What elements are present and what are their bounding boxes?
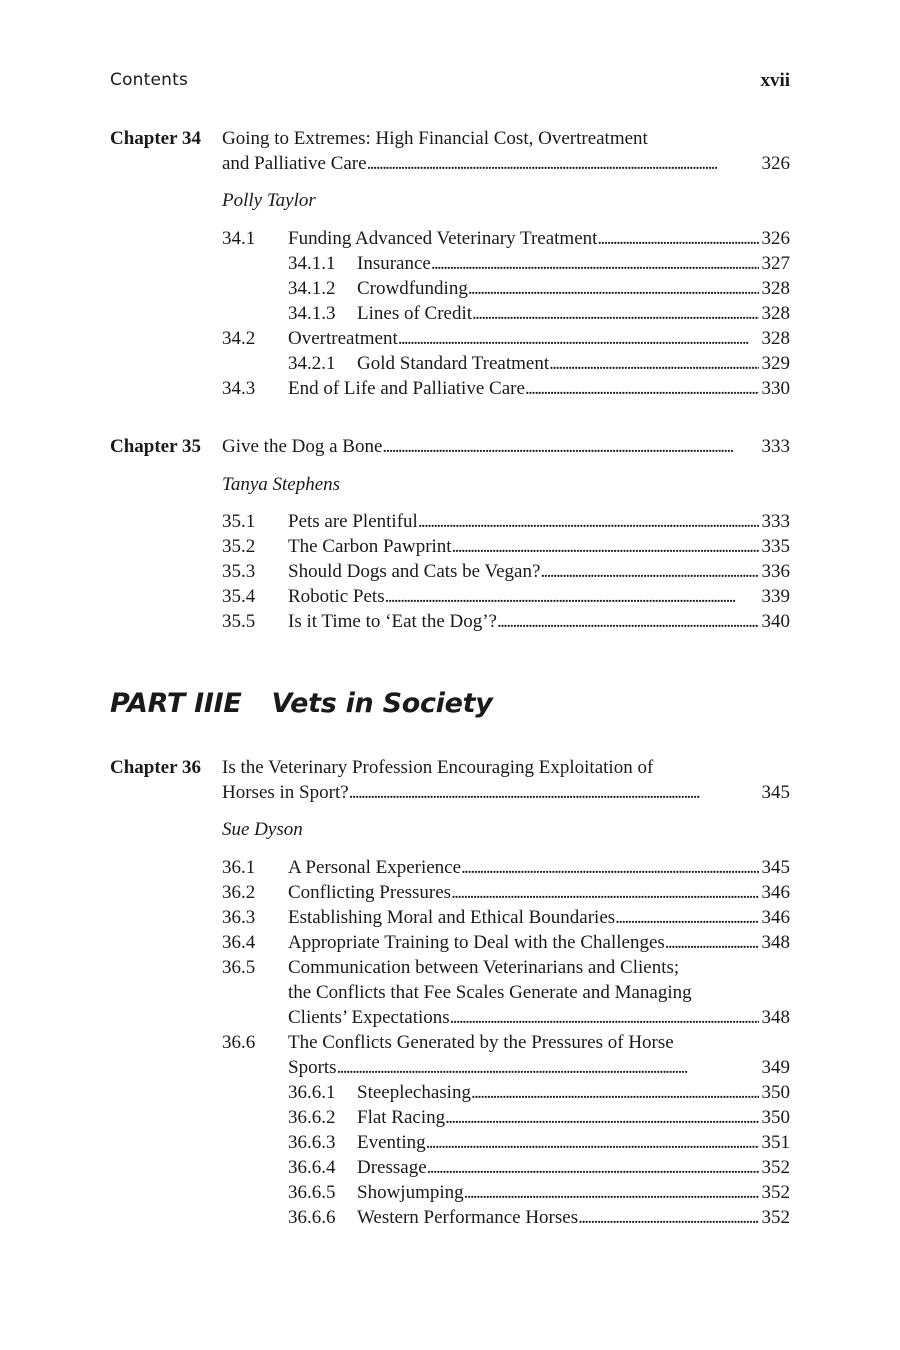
section-title: Gold Standard Treatment [357, 353, 550, 374]
section-title: Appropriate Training to Deal with the Challenges [288, 932, 665, 953]
page-number: 351 [761, 1132, 790, 1153]
dot-leader [385, 584, 759, 609]
toc-entry[interactable] [357, 1080, 790, 1105]
section-title: Should Dogs and Cats be Vegan? [288, 561, 541, 582]
section-number: 36.2 [222, 882, 256, 903]
section-title: Eventing [357, 1132, 426, 1153]
section-title: Sports [288, 1057, 337, 1078]
page-number: 346 [761, 907, 790, 928]
dot-leader [426, 1130, 759, 1155]
page-number: 333 [761, 436, 790, 457]
chapter-author: Tanya Stephens [222, 474, 341, 495]
dot-leader [540, 559, 758, 584]
section-number: 34.2.1 [288, 353, 336, 374]
dot-leader [349, 780, 759, 805]
section-number: 36.5 [222, 957, 256, 978]
dot-leader [445, 1105, 758, 1130]
section-number: 36.6 [222, 1032, 256, 1053]
dot-leader [597, 226, 758, 251]
section-title: Overtreatment [288, 328, 398, 349]
section-title: Showjumping [357, 1182, 464, 1203]
dot-leader [615, 905, 758, 930]
dot-leader [497, 609, 759, 634]
section-number: 35.2 [222, 536, 256, 557]
chapter-title-line: Going to Extremes: High Financial Cost, Overtreatment [222, 128, 648, 149]
chapter-title-line: Is the Veterinary Profession Encouraging Exploitation of [222, 757, 654, 778]
page-number: 328 [761, 278, 790, 299]
page-number: 340 [761, 611, 790, 632]
dot-leader [464, 1180, 759, 1205]
toc-entry[interactable] [288, 880, 790, 905]
section-title: Western Performance Horses [357, 1207, 579, 1228]
dot-leader [525, 376, 759, 401]
page-number: 350 [761, 1107, 790, 1128]
chapter-label: Chapter 35 [110, 436, 201, 457]
section-number: 34.3 [222, 378, 256, 399]
section-number: 34.1 [222, 228, 256, 249]
section-number: 36.4 [222, 932, 256, 953]
chapter-author: Polly Taylor [222, 190, 316, 211]
part-label: PART IIIE [110, 688, 242, 719]
section-title: Lines of Credit [357, 303, 473, 324]
toc-entry[interactable] [288, 1005, 790, 1030]
chapter-title-line: Give the Dog a Bone [222, 436, 383, 457]
dot-leader [665, 930, 759, 955]
page-number: 327 [761, 253, 790, 274]
toc-entry[interactable] [288, 226, 790, 251]
toc-entry[interactable] [288, 534, 790, 559]
toc-entry[interactable] [288, 559, 790, 584]
dot-leader [450, 1005, 759, 1030]
page-number: 346 [761, 882, 790, 903]
section-title: Dressage [357, 1157, 427, 1178]
section-title: A Personal Experience [288, 857, 462, 878]
section-title: Conflicting Pressures [288, 882, 452, 903]
toc-entry[interactable] [357, 251, 790, 276]
page-number: 333 [761, 511, 790, 532]
section-title-line: the Conflicts that Fee Scales Generate and Managing [288, 982, 692, 1003]
section-number: 34.1.1 [288, 253, 336, 274]
dot-leader [418, 509, 759, 534]
toc-entry[interactable] [357, 1180, 790, 1205]
page-number: 339 [761, 586, 790, 607]
chapter-label: Chapter 36 [110, 757, 201, 778]
chapter-title-entry[interactable] [222, 434, 790, 459]
section-title: Robotic Pets [288, 586, 385, 607]
section-number: 36.6.3 [288, 1132, 336, 1153]
chapter-label: Chapter 34 [110, 128, 201, 149]
toc-entry[interactable] [357, 276, 790, 301]
page-number: 352 [761, 1207, 790, 1228]
toc-entry[interactable] [357, 351, 790, 376]
toc-entry[interactable] [357, 301, 790, 326]
section-number: 36.6.1 [288, 1082, 336, 1103]
page-number: 326 [761, 153, 790, 174]
section-number: 35.5 [222, 611, 256, 632]
page-number: 345 [761, 782, 790, 803]
page-number: 336 [761, 561, 790, 582]
section-title: Funding Advanced Veterinary Treatment [288, 228, 598, 249]
page-number: 330 [761, 378, 790, 399]
section-number: 36.1 [222, 857, 256, 878]
section-title: End of Life and Palliative Care [288, 378, 525, 399]
toc-entry[interactable] [288, 326, 790, 351]
page-number: 345 [761, 857, 790, 878]
section-number: 36.6.4 [288, 1157, 336, 1178]
section-title: Flat Racing [357, 1107, 446, 1128]
section-number: 36.3 [222, 907, 256, 928]
dot-leader [472, 301, 758, 326]
section-title: Crowdfunding [357, 278, 468, 299]
dot-leader [471, 1080, 759, 1105]
dot-leader [468, 276, 759, 301]
section-number: 35.1 [222, 511, 256, 532]
section-title: Steeplechasing [357, 1082, 471, 1103]
page-number: 352 [761, 1157, 790, 1178]
chapter-title-line: and Palliative Care [222, 153, 367, 174]
section-number: 36.6.6 [288, 1207, 336, 1228]
chapter-title-entry[interactable] [222, 151, 790, 176]
section-number: 34.1.3 [288, 303, 336, 324]
section-number: 36.6.2 [288, 1107, 336, 1128]
part-title: Vets in Society [271, 688, 493, 719]
page-number: 328 [761, 328, 790, 349]
toc-entry[interactable] [288, 509, 790, 534]
section-title: Clients’ Expectations [288, 1007, 450, 1028]
toc-entry[interactable] [288, 905, 790, 930]
toc-entry[interactable] [288, 930, 790, 955]
dot-leader [461, 855, 758, 880]
section-number: 35.3 [222, 561, 256, 582]
section-title: Pets are Plentiful [288, 511, 418, 532]
section-number: 34.1.2 [288, 278, 336, 299]
page-number: 349 [761, 1057, 790, 1078]
section-title-line: Communication between Veterinarians and Clients; [288, 957, 680, 978]
toc-entry[interactable] [288, 609, 790, 634]
toc-entry[interactable] [357, 1130, 790, 1155]
section-title: The Carbon Pawprint [288, 536, 452, 557]
dot-leader [578, 1205, 758, 1230]
page-number: 348 [761, 1007, 790, 1028]
page-number: 350 [761, 1082, 790, 1103]
toc-entry[interactable] [288, 1055, 790, 1080]
section-number: 35.4 [222, 586, 256, 607]
toc-entry[interactable] [357, 1155, 790, 1180]
page-number: 329 [761, 353, 790, 374]
header-section-title: Contents [110, 70, 189, 90]
chapter-author: Sue Dyson [222, 819, 303, 840]
chapter-title-line: Horses in Sport? [222, 782, 349, 803]
dot-leader [431, 251, 759, 276]
page-number: 352 [761, 1182, 790, 1203]
toc-entry[interactable] [288, 376, 790, 401]
dot-leader [398, 326, 759, 351]
dot-leader [337, 1055, 759, 1080]
dot-leader [452, 534, 759, 559]
dot-leader [549, 351, 758, 376]
section-title: Is it Time to ‘Eat the Dog’? [288, 611, 497, 632]
toc-entry[interactable] [288, 584, 790, 609]
part-heading [110, 688, 493, 719]
toc-entry[interactable] [357, 1105, 790, 1130]
page-number: 335 [761, 536, 790, 557]
page-number: 328 [761, 303, 790, 324]
section-title-line: The Conflicts Generated by the Pressures of Horse [288, 1032, 674, 1053]
dot-leader [367, 151, 759, 176]
section-title: Establishing Moral and Ethical Boundaries [288, 907, 616, 928]
page-number: 326 [761, 228, 790, 249]
dot-leader [427, 1155, 759, 1180]
chapter-title-entry[interactable] [222, 780, 790, 805]
header-page-number: xvii [760, 70, 790, 91]
section-number: 34.2 [222, 328, 256, 349]
toc-entry[interactable] [357, 1205, 790, 1230]
dot-leader [451, 880, 758, 905]
dot-leader [382, 434, 758, 459]
toc-entry[interactable] [288, 855, 790, 880]
section-title: Insurance [357, 253, 431, 274]
section-number: 36.6.5 [288, 1182, 336, 1203]
page-number: 348 [761, 932, 790, 953]
